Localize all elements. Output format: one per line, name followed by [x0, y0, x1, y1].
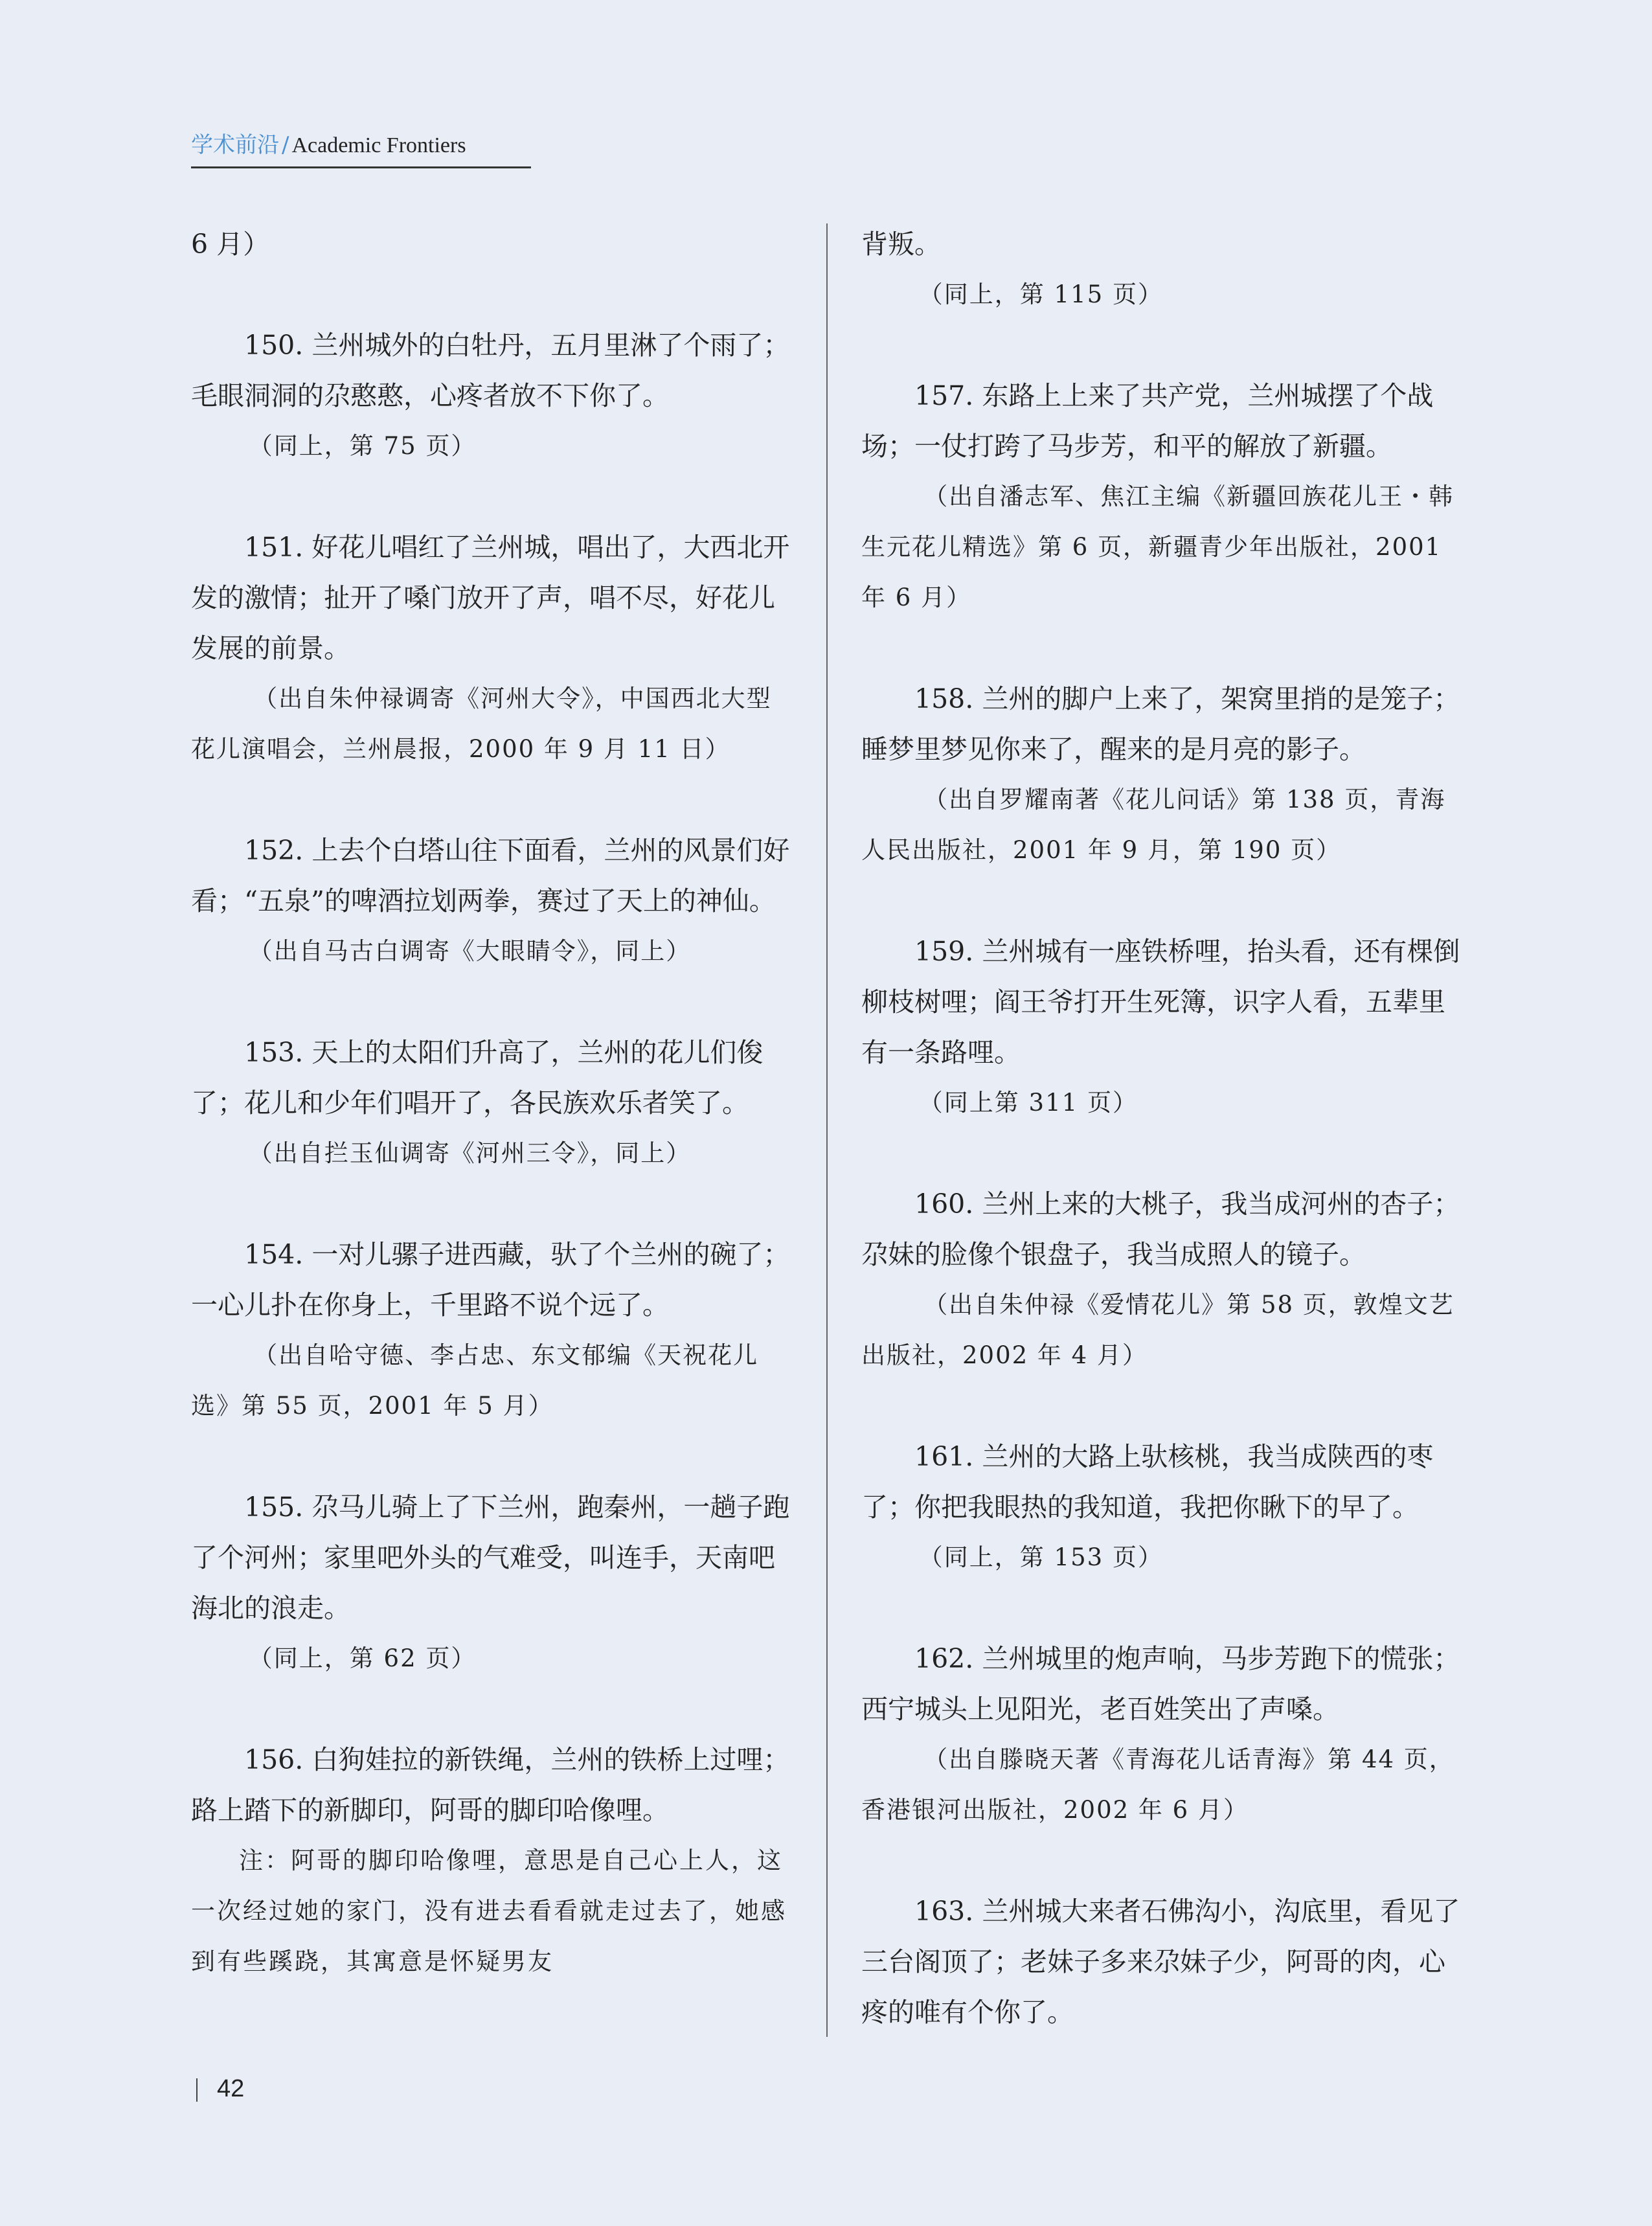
source-162: （出自滕晓天著《青海花儿话青海》第 44 页，香港银河出版社，2002 年 6 月）	[861, 1745, 1454, 1824]
source-157: （出自潘志军、焦江主编《新疆回族花儿王・韩生元花儿精选》第 6 页，新疆青少年出版社，2001 年 6 月）	[861, 483, 1454, 611]
verse-157: 157. 东路上上来了共产党，兰州城摆了个战场；一仗打跨了马步芳，和平的解放了新疆。	[861, 380, 1434, 462]
verse-155: 155. 尕马儿骑上了下兰州，跑秦州，一趟子跑了个河州；家里吧外头的气难受，叫连手，天南吧海北的浪走。	[191, 1492, 790, 1624]
verse-161: 161. 兰州的大路上驮核桃，我当成陕西的枣了；你把我眼热的我知道，我把你瞅下的早了。	[861, 1441, 1434, 1523]
verse-150: 150. 兰州城外的白牡丹，五月里淋了个雨了；毛眼洞洞的尕憨憨，心疼者放不下你了。	[191, 330, 790, 411]
page-footer	[196, 2073, 244, 2105]
verse-152: 152. 上去个白塔山往下面看，兰州的风景们好看；“五泉”的啤酒拉划两拳，赛过了天上的神仙。	[191, 835, 790, 916]
note-156: 注：阿哥的脚印哈像哩，意思是自己心上人，这一次经过她的家门，没有进去看看就走过去了，她感到有些蹊跷，其寓意是怀疑男友	[191, 1846, 787, 1975]
verse-163: 163. 兰州城大来者石佛沟小，沟底里，看见了三台阁顶了；老妹子多来尕妹子少，阿哥的肉，心疼的唯有个你了。	[861, 1896, 1460, 2028]
source-161: （同上，第 153 页）	[918, 1543, 1163, 1571]
source-156: （同上，第 115 页）	[918, 280, 1163, 308]
verse-162: 162. 兰州城里的炮声响，马步芳跑下的慌张；西宁城头上见阳光，老百姓笑出了声嗓。	[861, 1643, 1460, 1725]
verse-156: 156. 白狗娃拉的新铁绳，兰州的铁桥上过哩；路上踏下的新脚印，阿哥的脚印哈像哩。	[191, 1744, 790, 1826]
source-154: （出自哈守德、李占忠、东文郁编《天祝花儿选》第 55 页，2001 年 5 月）	[191, 1341, 759, 1420]
source-160: （出自朱仲禄《爱情花儿》第 58 页，敦煌文艺出版社，2002 年 4 月）	[861, 1291, 1454, 1369]
continued-note: 背叛。	[861, 229, 941, 260]
section-title-cn: 学术前沿	[191, 132, 279, 158]
left-column	[191, 219, 793, 1987]
section-title-en: Academic Frontiers	[291, 133, 466, 157]
source-153: （出自拦玉仙调寄《河州三令》，同上）	[248, 1139, 692, 1167]
verse-159: 159. 兰州城有一座铁桥哩，抬头看，还有棵倒柳枝树哩；阎王爷打开生死簿，识字人看，五辈里有一条路哩。	[861, 936, 1460, 1068]
source-152: （出自马古白调寄《大眼睛令》，同上）	[248, 937, 692, 965]
running-header	[191, 130, 531, 168]
continued-text: 6 月）	[191, 229, 270, 260]
verse-160: 160. 兰州上来的大桃子，我当成河州的杏子；尕妹的脸像个银盘子，我当成照人的镜子。	[861, 1188, 1460, 1270]
column-divider	[826, 223, 828, 2037]
source-150: （同上，第 75 页）	[248, 432, 477, 460]
source-159: （同上第 311 页）	[918, 1089, 1138, 1117]
verse-158: 158. 兰州的脚户上来了，架窝里捎的是笼子；睡梦里梦见你来了，醒来的是月亮的影子。	[861, 683, 1460, 765]
page-number: 42	[217, 2075, 245, 2102]
source-155: （同上，第 62 页）	[248, 1644, 477, 1672]
verse-154: 154. 一对儿骡子进西藏，驮了个兰州的碗了；一心儿扑在你身上，千里路不说个远了。	[191, 1239, 790, 1321]
verse-153: 153. 天上的太阳们升高了，兰州的花儿们俊了；花儿和少年们唱开了，各民族欢乐者笑了。	[191, 1037, 764, 1119]
source-151: （出自朱仲禄调寄《河州大令》，中国西北大型花儿演唱会，兰州晨报，2000 年 9 月 11 日）	[191, 685, 772, 763]
source-158: （出自罗耀南著《花儿问话》第 138 页，青海人民出版社，2001 年 9 月，第 190 页）	[861, 786, 1446, 864]
header-separator: /	[282, 132, 289, 158]
folio-bar	[196, 2078, 198, 2102]
right-column	[861, 219, 1467, 2038]
verse-151: 151. 好花儿唱红了兰州城，唱出了，大西北开发的激情；扯开了嗓门放开了声，唱不尽，好花儿发展的前景。	[191, 532, 790, 664]
